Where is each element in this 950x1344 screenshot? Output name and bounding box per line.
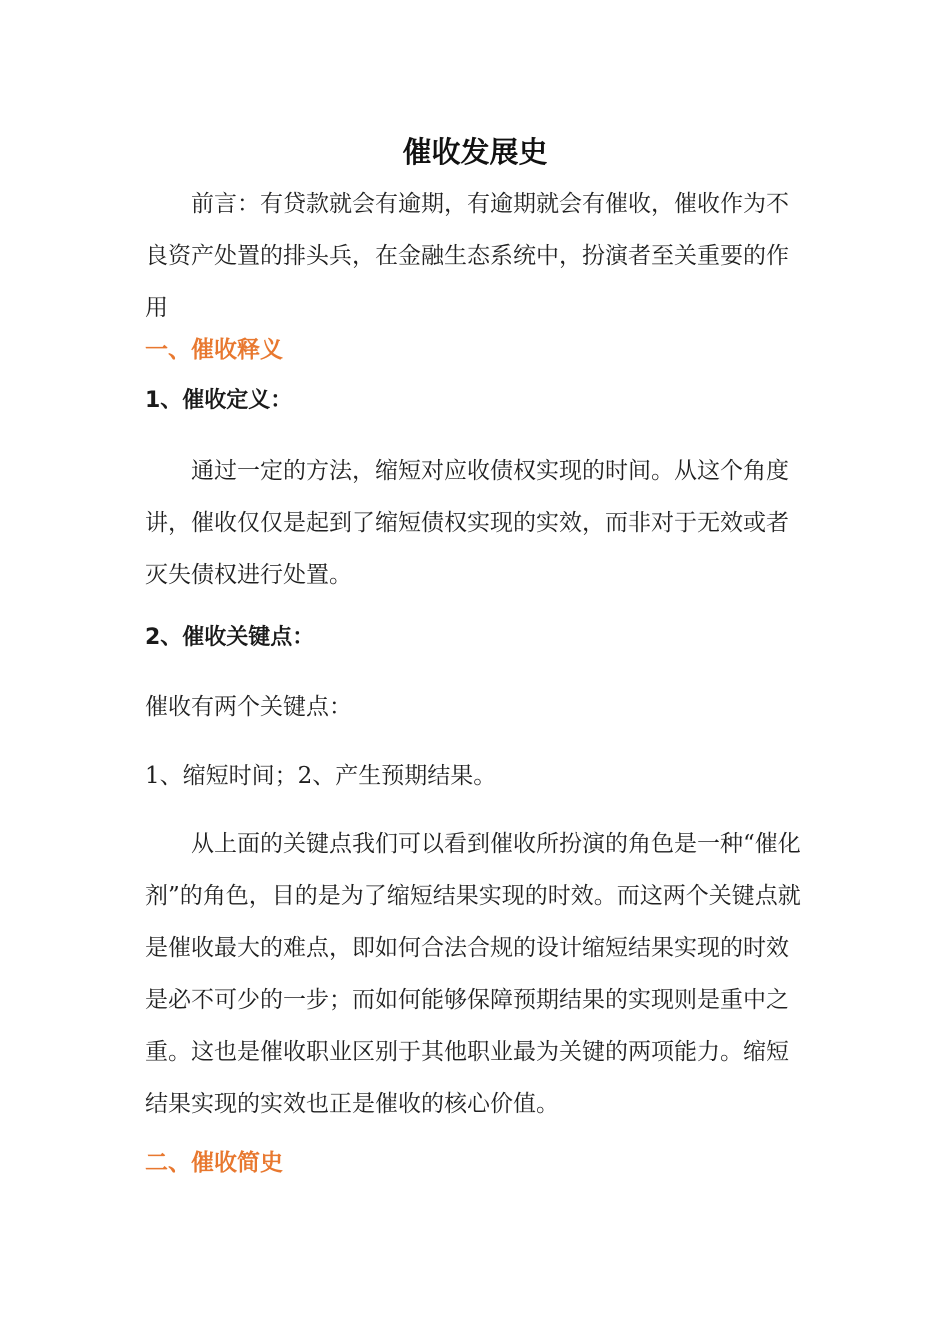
section-heading-history: 二、催收简史: [145, 1150, 283, 1176]
key-points-intro: 催收有两个关键点：: [145, 694, 352, 720]
key-points-paragraph: 从上面的关键点我们可以看到催收所扮演的角色是一种“催化剂”的角色，目的是为了缩短结果实现的时效。而这两个关键点就是催收最大的难点，即如何合法合规的设计缩短结果实现的时效是必不可少的一步；而如何能够保障预期结果的实现则是重中之重。这也是催收职业区别于其他职业最为关键的两项能力。缩短结果实现的实效也正是催收的核心价值。: [145, 831, 801, 1117]
document-title: 催收发展史: [402, 135, 548, 169]
key-points-list: 1、缩短时间；2、产生预期结果。: [145, 763, 497, 789]
section-heading-definition: 一、催收释义: [145, 337, 283, 363]
subheading-key-points: 2、催收关键点：: [145, 625, 315, 650]
preface-paragraph: 前言：有贷款就会有逾期，有逾期就会有催收，催收作为不良资产处置的排头兵，在金融生态系统中，扮演者至关重要的作用: [145, 191, 789, 321]
subheading-definition: 1、催收定义：: [145, 388, 293, 413]
definition-paragraph: 通过一定的方法，缩短对应收债权实现的时间。从这个角度讲，催收仅仅是起到了缩短债权实现的实效，而非对于无效或者灭失债权进行处置。: [145, 458, 789, 588]
